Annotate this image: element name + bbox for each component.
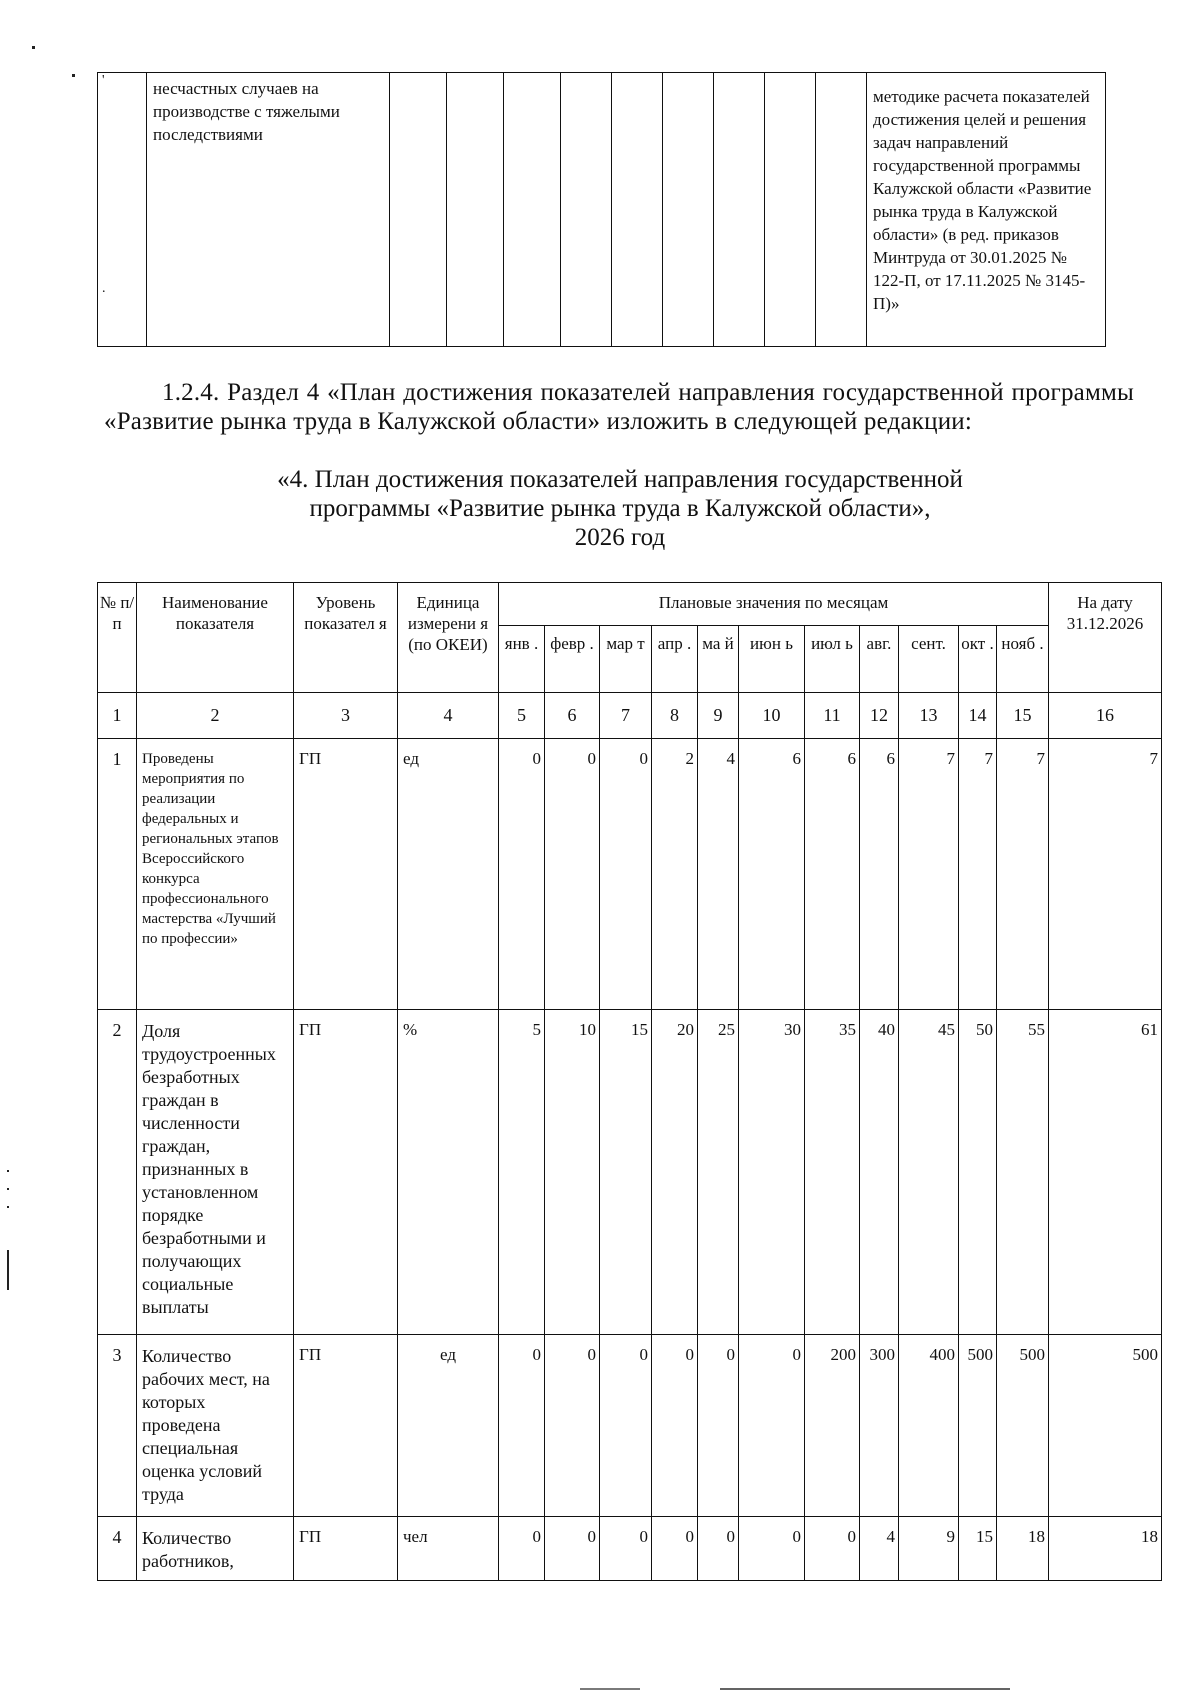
continuation-table xyxy=(97,72,1106,347)
column-number: 15 xyxy=(997,693,1049,739)
scan-mark: ' xyxy=(102,73,105,88)
empty-cell xyxy=(765,73,816,347)
month-value: 400 xyxy=(899,1335,959,1517)
month-header: мар т xyxy=(600,626,652,693)
scan-line xyxy=(720,1688,1010,1690)
month-value: 25 xyxy=(698,1010,739,1335)
header-unit: Единица измерени я (по ОКЕИ) xyxy=(398,583,499,693)
method-cell: методике расчета показателей достижения целей и решения задач направлений государственной программы Калужской области «Развитие рынка труда в Калужской области» (в ред. приказов Минтруда от 30.01.2025 № 122-П, от 17.11.2025 № 3145-П)» xyxy=(867,73,1106,347)
empty-cell xyxy=(504,73,561,347)
month-value: 45 xyxy=(899,1010,959,1335)
column-number: 11 xyxy=(805,693,860,739)
month-value: 0 xyxy=(805,1517,860,1581)
month-value: 0 xyxy=(600,739,652,1010)
scan-line xyxy=(580,1688,640,1690)
scan-line xyxy=(7,1250,9,1290)
month-header: февр . xyxy=(545,626,600,693)
indicator-name: Проведены мероприятия по реализации федеральных и региональных этапов Всероссийского конкурса профессионального мастерства «Лучший по профессии» xyxy=(137,739,294,1010)
empty-cell xyxy=(390,73,447,347)
month-value: 18 xyxy=(997,1517,1049,1581)
header-date: На дату 31.12.2026 xyxy=(1049,583,1162,693)
month-header: июн ь xyxy=(739,626,805,693)
month-value: 6 xyxy=(805,739,860,1010)
scan-dot xyxy=(7,1206,9,1208)
table-row xyxy=(98,739,1162,1010)
indicator-level: ГП xyxy=(294,1010,398,1335)
indicator-level: ГП xyxy=(294,1517,398,1581)
column-number: 1 xyxy=(98,693,137,739)
empty-cell xyxy=(714,73,765,347)
indicator-level: ГП xyxy=(294,739,398,1010)
month-value: 6 xyxy=(739,739,805,1010)
table-row xyxy=(98,1517,1162,1581)
month-value: 0 xyxy=(499,1335,545,1517)
section-title xyxy=(160,465,1080,552)
month-value: 0 xyxy=(698,1335,739,1517)
scan-dot xyxy=(32,46,35,49)
month-value: 0 xyxy=(545,1335,600,1517)
month-value: 50 xyxy=(959,1010,997,1335)
year-end-value: 500 xyxy=(1049,1335,1162,1517)
indicator-unit: ед xyxy=(398,739,499,1010)
amendment-paragraph: 1.2.4. Раздел 4 «План достижения показателей направления государственной программы «Развитие рынка труда в Калужской области» изложить в следующей редакции: xyxy=(104,379,1134,435)
month-value: 55 xyxy=(997,1010,1049,1335)
month-header: апр . xyxy=(652,626,698,693)
row-index: 3 xyxy=(98,1335,137,1517)
column-number-row xyxy=(98,693,1162,739)
column-number: 6 xyxy=(545,693,600,739)
month-value: 30 xyxy=(739,1010,805,1335)
month-header: июл ь xyxy=(805,626,860,693)
month-value: 0 xyxy=(739,1517,805,1581)
table-row xyxy=(98,1010,1162,1335)
empty-cell xyxy=(612,73,663,347)
column-number: 13 xyxy=(899,693,959,739)
indicator-name-cell: несчастных случаев на производстве с тяжелыми последствиями xyxy=(147,73,390,347)
month-value: 0 xyxy=(739,1335,805,1517)
table-row xyxy=(98,1335,1162,1517)
month-header: ма й xyxy=(698,626,739,693)
month-header: сент. xyxy=(899,626,959,693)
scan-mark: . xyxy=(102,281,106,296)
header-name: Наименование показателя xyxy=(137,583,294,693)
indicator-unit: % xyxy=(398,1010,499,1335)
header-no: № п/ п xyxy=(98,583,137,693)
header-monthly: Плановые значения по месяцам xyxy=(499,583,1049,626)
month-value: 15 xyxy=(959,1517,997,1581)
scan-dot xyxy=(7,1188,9,1190)
indicator-unit: чел xyxy=(398,1517,499,1581)
continuation-index-cell xyxy=(98,73,147,347)
column-number: 4 xyxy=(398,693,499,739)
row-index: 2 xyxy=(98,1010,137,1335)
month-value: 0 xyxy=(600,1517,652,1581)
month-value: 200 xyxy=(805,1335,860,1517)
header-row xyxy=(98,583,1162,626)
month-value: 0 xyxy=(545,739,600,1010)
month-value: 10 xyxy=(545,1010,600,1335)
month-value: 40 xyxy=(860,1010,899,1335)
month-header: окт . xyxy=(959,626,997,693)
empty-cell xyxy=(663,73,714,347)
row-index: 1 xyxy=(98,739,137,1010)
month-value: 500 xyxy=(997,1335,1049,1517)
month-value: 300 xyxy=(860,1335,899,1517)
column-number: 2 xyxy=(137,693,294,739)
column-number: 16 xyxy=(1049,693,1162,739)
month-value: 0 xyxy=(652,1335,698,1517)
month-value: 500 xyxy=(959,1335,997,1517)
year-end-value: 7 xyxy=(1049,739,1162,1010)
month-header: нояб . xyxy=(997,626,1049,693)
scan-dot xyxy=(7,1170,9,1172)
month-value: 7 xyxy=(997,739,1049,1010)
month-value: 20 xyxy=(652,1010,698,1335)
indicator-unit: ед xyxy=(398,1335,499,1517)
indicator-level: ГП xyxy=(294,1335,398,1517)
column-number: 10 xyxy=(739,693,805,739)
month-value: 4 xyxy=(698,739,739,1010)
indicator-name: Доля трудоустроенных безработных граждан в численности граждан, признанных в установленном порядке безработными и получающих социальные выплаты xyxy=(137,1010,294,1335)
month-value: 0 xyxy=(600,1335,652,1517)
column-number: 9 xyxy=(698,693,739,739)
column-number: 14 xyxy=(959,693,997,739)
section-title-line: 2026 год xyxy=(574,524,666,551)
indicator-name: Количество рабочих мест, на которых проведена специальная оценка условий труда xyxy=(137,1335,294,1517)
empty-cell xyxy=(447,73,504,347)
header-level: Уровень показател я xyxy=(294,583,398,693)
column-number: 8 xyxy=(652,693,698,739)
year-end-value: 61 xyxy=(1049,1010,1162,1335)
month-value: 2 xyxy=(652,739,698,1010)
scan-dot xyxy=(72,74,75,77)
indicator-name: Количество работников, xyxy=(137,1517,294,1581)
column-number: 7 xyxy=(600,693,652,739)
month-value: 7 xyxy=(899,739,959,1010)
row-index: 4 xyxy=(98,1517,137,1581)
month-value: 0 xyxy=(698,1517,739,1581)
month-header: авг. xyxy=(860,626,899,693)
year-end-value: 18 xyxy=(1049,1517,1162,1581)
month-value: 6 xyxy=(860,739,899,1010)
section-title-line: программы «Развитие рынка труда в Калужской области», xyxy=(309,495,931,522)
month-value: 35 xyxy=(805,1010,860,1335)
month-value: 5 xyxy=(499,1010,545,1335)
month-value: 7 xyxy=(959,739,997,1010)
month-value: 0 xyxy=(545,1517,600,1581)
plan-table xyxy=(97,582,1162,1581)
month-value: 4 xyxy=(860,1517,899,1581)
month-value: 15 xyxy=(600,1010,652,1335)
month-value: 0 xyxy=(499,1517,545,1581)
continuation-row xyxy=(98,73,1106,347)
column-number: 3 xyxy=(294,693,398,739)
month-value: 9 xyxy=(899,1517,959,1581)
empty-cell xyxy=(816,73,867,347)
month-header: янв . xyxy=(499,626,545,693)
section-title-line: «4. План достижения показателей направления государственной xyxy=(277,466,963,493)
month-value: 0 xyxy=(652,1517,698,1581)
empty-cell xyxy=(561,73,612,347)
column-number: 5 xyxy=(499,693,545,739)
month-value: 0 xyxy=(499,739,545,1010)
column-number: 12 xyxy=(860,693,899,739)
